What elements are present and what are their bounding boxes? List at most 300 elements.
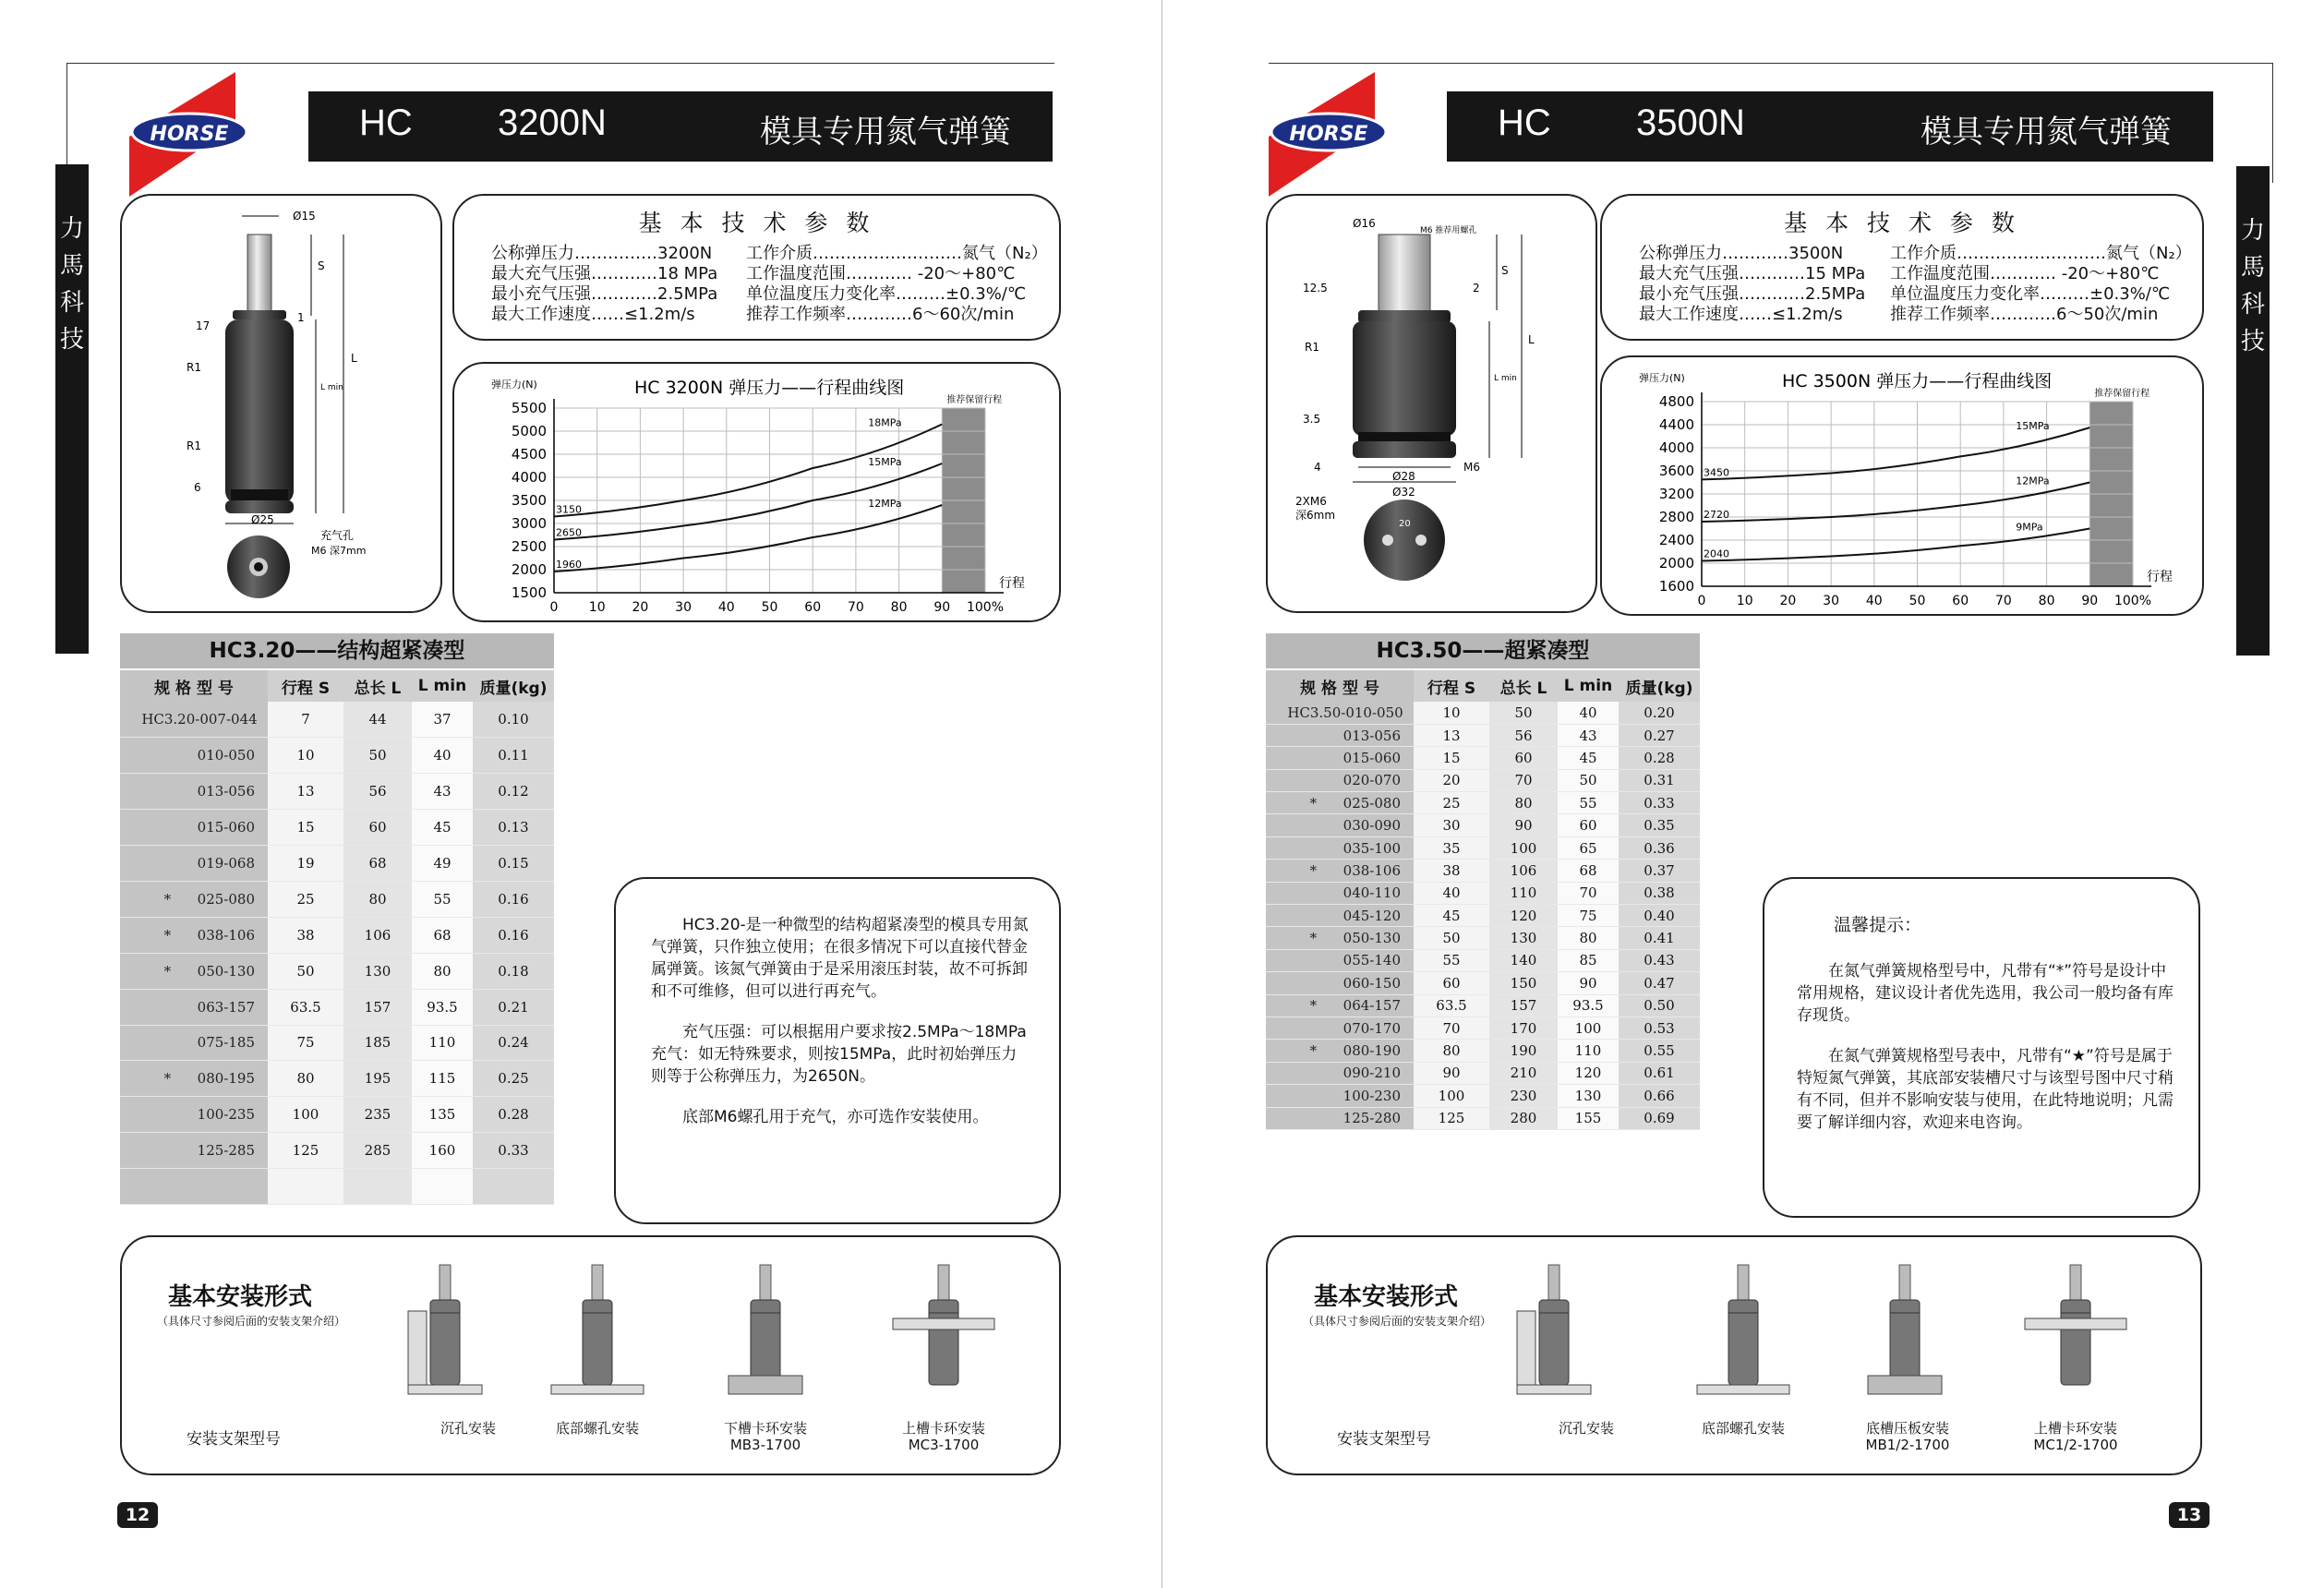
table-cell: 185	[343, 1025, 412, 1061]
table-cell: 40	[1558, 702, 1619, 724]
plate	[1517, 1311, 1535, 1394]
y-tick-label: 3000	[511, 515, 547, 532]
table-cell: 60	[1558, 814, 1619, 836]
table-cell: 190	[1489, 1040, 1558, 1062]
table-cell: 125-285	[120, 1133, 268, 1169]
svg-text:12.5: 12.5	[1303, 282, 1328, 295]
table-cell: 0.55	[1619, 1040, 1700, 1062]
y-axis-label: 弹压力(N)	[491, 379, 537, 391]
y-tick-label: 3500	[511, 492, 547, 509]
table-row	[1266, 972, 1700, 994]
table-row	[120, 1025, 554, 1061]
x-tick-label: 10	[588, 600, 606, 615]
spec-right-2: 工作温度范围………… -20～+80℃	[1890, 264, 2160, 283]
table-cell: 0.28	[1619, 747, 1700, 769]
table-cell: 125	[268, 1133, 343, 1169]
table-row	[120, 1133, 554, 1169]
install-type-3: 下槽卡环安装 MB3-1700	[723, 1420, 807, 1453]
top-rule	[66, 63, 1054, 64]
spec-panel	[452, 194, 1061, 341]
table-cell: 0.61	[1619, 1062, 1700, 1084]
table-header-row	[120, 670, 554, 702]
x-axis-label: 行程	[2147, 570, 2173, 584]
table-row	[1266, 905, 1700, 927]
table-cell: 25	[268, 881, 343, 917]
table-cell: 0.20	[1619, 702, 1700, 724]
force-stroke-chart-panel	[1600, 355, 2204, 616]
spec-panel	[1600, 194, 2204, 341]
reserved-stroke-label: 推荐保留行程	[2094, 389, 2150, 399]
svg-text:R1: R1	[187, 439, 201, 452]
table-cell: * 080-190	[1266, 1040, 1414, 1062]
table-cell: 60	[1489, 747, 1558, 769]
rod	[760, 1265, 771, 1302]
table-cell	[120, 1169, 268, 1205]
x-tick-label: 20	[632, 600, 649, 615]
table-cell: 10	[1414, 702, 1489, 724]
table-cell: 80	[1414, 1040, 1489, 1062]
series-start-label: 2720	[1704, 509, 1729, 521]
table-cell: 43	[1558, 724, 1619, 746]
spec-title: 基 本 技 术 参 数	[638, 210, 875, 236]
table-cell: 90	[1489, 814, 1558, 836]
top-rule	[1269, 63, 2272, 64]
table-cell: 55	[1414, 949, 1489, 971]
y-tick-label: 4000	[1658, 439, 1694, 456]
table-row	[120, 917, 554, 953]
svg-text:Ø15: Ø15	[293, 210, 316, 223]
plate	[408, 1385, 482, 1394]
svg-text:6: 6	[194, 481, 201, 494]
table-row	[1266, 927, 1700, 949]
notice-text	[1797, 914, 2175, 1152]
install-type-3: 底槽压板安装 MB1/2-1700	[1865, 1420, 1950, 1453]
sidebar-char: 科	[59, 289, 84, 317]
table-cell: 106	[343, 917, 412, 953]
x-axis-label: 行程	[999, 576, 1025, 591]
spec-table-panel	[1266, 633, 1700, 1217]
table-cell: 15	[1414, 747, 1489, 769]
series-start-label: 2650	[556, 526, 582, 539]
svg-text:17: 17	[196, 319, 211, 332]
sidebar-char: 技	[59, 326, 84, 354]
svg-text:S: S	[1501, 264, 1509, 277]
table-cell	[412, 1169, 473, 1205]
table-cell: 285	[343, 1133, 412, 1169]
right-page	[1162, 0, 2324, 1588]
table-cell: 68	[343, 846, 412, 882]
plate	[1868, 1376, 1942, 1394]
series-name-label: 12MPa	[868, 498, 902, 510]
install-type-4: 上槽卡环安装 MC3-1700	[901, 1420, 985, 1453]
install-diagram	[729, 1265, 802, 1394]
table-cell: 0.43	[1619, 949, 1700, 971]
table-cell: 49	[412, 846, 473, 882]
x-tick-label: 100%	[966, 600, 1005, 615]
table-row	[120, 846, 554, 882]
spec-left-2: 最大充气压强…………18 MPa	[491, 264, 718, 283]
svg-text:L: L	[1528, 333, 1535, 346]
table-cell: 0.36	[1619, 836, 1700, 859]
table-cell: 0.38	[1619, 882, 1700, 904]
series-name-label: 12MPa	[2016, 475, 2050, 487]
force-stroke-chart	[1602, 357, 2202, 614]
table-cell: 0.50	[1619, 994, 1700, 1017]
table-row	[1266, 1040, 1700, 1062]
table-cell: 13	[268, 774, 343, 810]
table-cell: 70	[1558, 882, 1619, 904]
svg-text:M6: M6	[1463, 461, 1480, 474]
table-cell: 63.5	[268, 989, 343, 1025]
table-cell: 015-060	[1266, 747, 1414, 769]
install-type-4: 上槽卡环安装 MC1/2-1700	[2033, 1420, 2118, 1453]
table-cell: 0.28	[473, 1097, 554, 1133]
spec-left-1: 公称弹压力…………3500N	[1639, 244, 1844, 263]
install-diagram	[1868, 1265, 1942, 1394]
right-rule	[2272, 63, 2273, 183]
x-tick-label: 80	[2038, 594, 2055, 608]
table-cell: 157	[1489, 994, 1558, 1017]
x-tick-label: 50	[1909, 594, 1926, 608]
table-cell: 100-235	[120, 1097, 268, 1133]
table-cell: 130	[343, 953, 412, 989]
table-row	[120, 1061, 554, 1097]
table-row	[120, 989, 554, 1025]
rod	[1899, 1265, 1910, 1302]
svg-text:Ø28: Ø28	[1392, 470, 1415, 483]
table-row	[120, 774, 554, 810]
table-cell: 110	[1489, 882, 1558, 904]
table-cell: 090-210	[1266, 1062, 1414, 1084]
x-tick-label: 10	[1736, 594, 1753, 608]
table-row	[1266, 836, 1700, 859]
table-cell: 90	[1414, 1062, 1489, 1084]
table-row	[1266, 994, 1700, 1017]
table-cell: * 080-195	[120, 1061, 268, 1097]
table-cell: 120	[1558, 1062, 1619, 1084]
table-cell: 80	[268, 1061, 343, 1097]
plate	[408, 1311, 427, 1394]
table-cell: 170	[1489, 1017, 1558, 1039]
table-cell: 0.40	[1619, 905, 1700, 927]
table-cell: 070-170	[1266, 1017, 1414, 1039]
svg-text:20: 20	[1399, 519, 1411, 529]
series-start-label: 2040	[1704, 547, 1729, 560]
table-cell: 115	[412, 1061, 473, 1097]
installation-panel	[1266, 1235, 2202, 1475]
table-cell: 93.5	[412, 989, 473, 1025]
table-cell: 019-068	[120, 846, 268, 882]
table-cell: 100	[268, 1097, 343, 1133]
table-cell: 10	[268, 738, 343, 774]
chart-title: HC 3200N 弹压力——行程曲线图	[634, 378, 905, 398]
table-row	[1266, 1085, 1700, 1107]
series-line	[1702, 483, 2089, 523]
spec-left-3: 最小充气压强…………2.5MPa	[491, 284, 718, 304]
svg-text:L min: L min	[1494, 374, 1517, 383]
y-tick-label: 2000	[1658, 555, 1694, 571]
spec-right-3: 单位温度压力变化率………±0.3%/℃	[746, 284, 1027, 304]
description-panel	[614, 877, 1061, 1224]
svg-text:Ø16: Ø16	[1353, 217, 1376, 230]
table-row	[1266, 1107, 1700, 1129]
install-type-1: 沉孔安装	[440, 1420, 496, 1437]
svg-text:4: 4	[1314, 461, 1321, 474]
table-cell	[473, 1169, 554, 1205]
table-row	[1266, 792, 1700, 814]
sidebar-char: 力	[59, 215, 84, 243]
table-cell: * 038-106	[1266, 860, 1414, 882]
table-title: HC3.20——结构超紧凑型	[120, 633, 554, 668]
svg-text:R1: R1	[187, 361, 201, 374]
svg-text:S: S	[318, 259, 325, 272]
y-tick-label: 3600	[1658, 463, 1694, 479]
table-cell: 56	[343, 774, 412, 810]
table-cell: 20	[1414, 769, 1489, 791]
y-tick-label: 2800	[1658, 509, 1694, 525]
table-cell: 0.16	[473, 881, 554, 917]
install-diagram	[1517, 1265, 1591, 1394]
spec-left-4: 最大工作速度……≤1.2m/s	[1639, 305, 1843, 324]
sidebar-char: 馬	[59, 252, 84, 280]
spec-title: 基 本 技 术 参 数	[1784, 210, 2020, 236]
rod	[1738, 1265, 1749, 1302]
table-cell	[343, 1169, 412, 1205]
table-cell: 37	[412, 702, 473, 738]
x-tick-label: 90	[2081, 594, 2099, 608]
table-cell: * 064-157	[1266, 994, 1414, 1017]
gas-spring-drawing	[122, 196, 440, 611]
table-cell: 50	[1558, 769, 1619, 791]
y-tick-label: 4400	[1658, 416, 1694, 433]
model-prefix: HC	[359, 102, 413, 143]
model-prefix: HC	[1498, 102, 1551, 143]
column-header: 行程 S	[1414, 670, 1489, 702]
series-name-label: 18MPa	[868, 416, 902, 429]
table-cell: 0.41	[1619, 927, 1700, 949]
notice-panel	[1763, 877, 2200, 1218]
horse-logo	[129, 72, 268, 200]
table-cell: 93.5	[1558, 994, 1619, 1017]
model-force: 3200N	[498, 102, 607, 143]
x-tick-label: 60	[804, 600, 822, 615]
desc-paragraph: 充气压强：可以根据用户要求按2.5MPa～18MPa充气：如无特殊要求，则按15MPa，此时初始弹压力则等于公称弹压力，为2650N。	[651, 1023, 1027, 1086]
table-cell: 0.37	[1619, 860, 1700, 882]
spec-left-2: 最大充气压强…………15 MPa	[1639, 264, 1866, 283]
table-row	[120, 1097, 554, 1133]
table-cell: 0.13	[473, 810, 554, 846]
y-tick-label: 1600	[1658, 578, 1694, 595]
sidebar-char: 馬	[2240, 254, 2265, 282]
table-cell: 150	[1489, 972, 1558, 994]
sidebar-char: 力	[2240, 217, 2265, 245]
y-tick-label: 2500	[511, 538, 547, 555]
table-cell: 040-110	[1266, 882, 1414, 904]
table-cell: 56	[1489, 724, 1558, 746]
column-header: L min	[1558, 670, 1619, 702]
series-start-label: 1960	[556, 559, 582, 571]
install-title: 基本安装形式	[168, 1283, 313, 1311]
page-number: 12	[117, 1502, 158, 1528]
gas-spring-drawing	[1268, 196, 1595, 611]
svg-text:深6mm: 深6mm	[1295, 509, 1336, 522]
table-cell: HC3.50-010-050	[1266, 702, 1414, 724]
table-cell: 35	[1414, 836, 1489, 859]
table-cell: 55	[1558, 792, 1619, 814]
column-header: 质量(kg)	[1619, 670, 1700, 702]
table-cell: * 050-130	[120, 953, 268, 989]
table-cell	[268, 1169, 343, 1205]
table-cell: 160	[412, 1133, 473, 1169]
table-cell: 045-120	[1266, 905, 1414, 927]
header-title: 模具专用氮气弹簧	[1921, 114, 2172, 150]
table-cell: 125-280	[1266, 1107, 1414, 1129]
notice-paragraph: 在氮气弹簧规格型号中，凡带有“*”符号是设计中常用规格，建议设计者优先选用，我公司一般均备有库存现货。	[1797, 962, 2173, 1025]
table-cell: 010-050	[120, 738, 268, 774]
table-row	[1266, 702, 1700, 724]
rod	[592, 1265, 603, 1302]
table-cell: 7	[268, 702, 343, 738]
table-cell: 85	[1558, 949, 1619, 971]
table-cell: 43	[412, 774, 473, 810]
table-cell: 0.69	[1619, 1107, 1700, 1129]
table-row	[1266, 949, 1700, 971]
x-tick-label: 30	[1823, 594, 1840, 608]
spec-right-1: 工作介质………………………氮气（N₂）	[1890, 244, 2192, 263]
table-cell: 0.21	[473, 989, 554, 1025]
table-row	[120, 738, 554, 774]
table-cell: 15	[268, 810, 343, 846]
install-diagram	[408, 1265, 482, 1394]
page-number: 13	[2169, 1502, 2210, 1528]
table-cell: 157	[343, 989, 412, 1025]
column-header: 总长 L	[343, 670, 412, 702]
column-header: 规 格 型 号	[120, 670, 268, 702]
brand-sidebar	[55, 164, 89, 654]
table-cell: 063-157	[120, 989, 268, 1025]
column-header: L min	[412, 670, 473, 702]
table-cell: 0.66	[1619, 1085, 1700, 1107]
table-cell: 80	[412, 953, 473, 989]
install-diagram	[1697, 1265, 1789, 1394]
table-row	[1266, 724, 1700, 746]
svg-text:2XM6: 2XM6	[1295, 495, 1327, 508]
spec-left-1: 公称弹压力……………3200N	[491, 244, 713, 263]
x-tick-label: 30	[675, 600, 692, 615]
y-tick-label: 4500	[511, 446, 547, 463]
table-cell: 0.33	[473, 1133, 554, 1169]
series-start-label: 3150	[556, 503, 582, 516]
chart-title: HC 3500N 弹压力——行程曲线图	[1782, 371, 2053, 391]
table-cell: 68	[1558, 860, 1619, 882]
y-tick-label: 5000	[511, 423, 547, 439]
svg-text:1: 1	[297, 311, 305, 324]
spec-table-panel	[120, 633, 554, 1217]
table-row	[120, 702, 554, 738]
install-diagram	[893, 1265, 994, 1385]
table-cell: 055-140	[1266, 949, 1414, 971]
plate	[2025, 1318, 2126, 1329]
table-cell: 38	[1414, 860, 1489, 882]
table-cell: 0.15	[473, 846, 554, 882]
horse-logo	[1269, 72, 1407, 200]
page-header-bar	[1447, 91, 2213, 162]
install-type-2: 底部螺孔安装	[555, 1420, 639, 1437]
y-tick-label: 5500	[511, 400, 547, 416]
table-cell: 235	[343, 1097, 412, 1133]
plate	[551, 1385, 644, 1394]
table-cell: 130	[1558, 1085, 1619, 1107]
table-cell: 55	[412, 881, 473, 917]
rod	[440, 1265, 451, 1302]
spec-table	[1266, 670, 1700, 1130]
sidebar-char: 技	[2240, 328, 2265, 355]
table-cell: 70	[1489, 769, 1558, 791]
sidebar-char: 科	[2240, 291, 2265, 319]
series-line	[1702, 529, 2089, 561]
table-cell: 195	[343, 1061, 412, 1097]
table-row	[1266, 814, 1700, 836]
table-row	[1266, 769, 1700, 791]
table-cell: 120	[1489, 905, 1558, 927]
y-tick-label: 3200	[1658, 486, 1694, 502]
desc-paragraph: 底部M6螺孔用于充气，亦可选作安装使用。	[682, 1108, 989, 1126]
table-cell: * 025-080	[1266, 792, 1414, 814]
plate	[729, 1376, 802, 1394]
table-cell: 210	[1489, 1062, 1558, 1084]
column-header: 规 格 型 号	[1266, 670, 1414, 702]
series-line	[1702, 427, 2089, 479]
table-cell: 45	[1414, 905, 1489, 927]
x-tick-label: 80	[890, 600, 908, 615]
desc-paragraph: HC3.20-是一种微型的结构超紧凑型的模具专用氮气弹簧，只作独立使用；在很多情况下可以直接代替金属弹簧。该氮气弹簧由于是采用滚压封装，故不可拆卸和不可维修，但可以进行再充气。	[651, 916, 1029, 1001]
table-cell: 13	[1414, 724, 1489, 746]
y-tick-label: 2400	[1658, 532, 1694, 548]
table-cell: 100	[1558, 1017, 1619, 1039]
table-cell: 280	[1489, 1107, 1558, 1129]
table-row	[1266, 1062, 1700, 1084]
spec-right-3: 单位温度压力变化率………±0.3%/℃	[1890, 284, 2171, 304]
product-drawing-panel	[1266, 194, 1597, 613]
table-cell: 130	[1489, 927, 1558, 949]
table-cell: 230	[1489, 1085, 1558, 1107]
x-tick-label: 0	[1697, 594, 1706, 608]
table-cell: 44	[343, 702, 412, 738]
svg-text:L: L	[351, 352, 357, 365]
table-cell: 75	[268, 1025, 343, 1061]
svg-text:充气孔: 充气孔	[320, 529, 355, 542]
spec-left-4: 最大工作速度……≤1.2m/s	[491, 305, 695, 324]
table-cell: 013-056	[120, 774, 268, 810]
force-stroke-chart	[454, 364, 1059, 620]
table-cell: 0.27	[1619, 724, 1700, 746]
plate	[1517, 1385, 1591, 1394]
table-cell: 80	[343, 881, 412, 917]
table-cell: 45	[412, 810, 473, 846]
rod	[938, 1265, 949, 1302]
svg-text:2: 2	[1473, 282, 1480, 295]
table-cell: 135	[412, 1097, 473, 1133]
reserved-stroke-label: 推荐保留行程	[946, 395, 1003, 405]
table-row	[120, 953, 554, 989]
table-cell: 70	[1414, 1017, 1489, 1039]
y-tick-label: 4800	[1658, 393, 1694, 410]
table-cell: 0.31	[1619, 769, 1700, 791]
table-cell: 0.12	[473, 774, 554, 810]
table-row	[120, 1169, 554, 1205]
table-cell: 110	[412, 1025, 473, 1061]
table-cell: 100	[1489, 836, 1558, 859]
